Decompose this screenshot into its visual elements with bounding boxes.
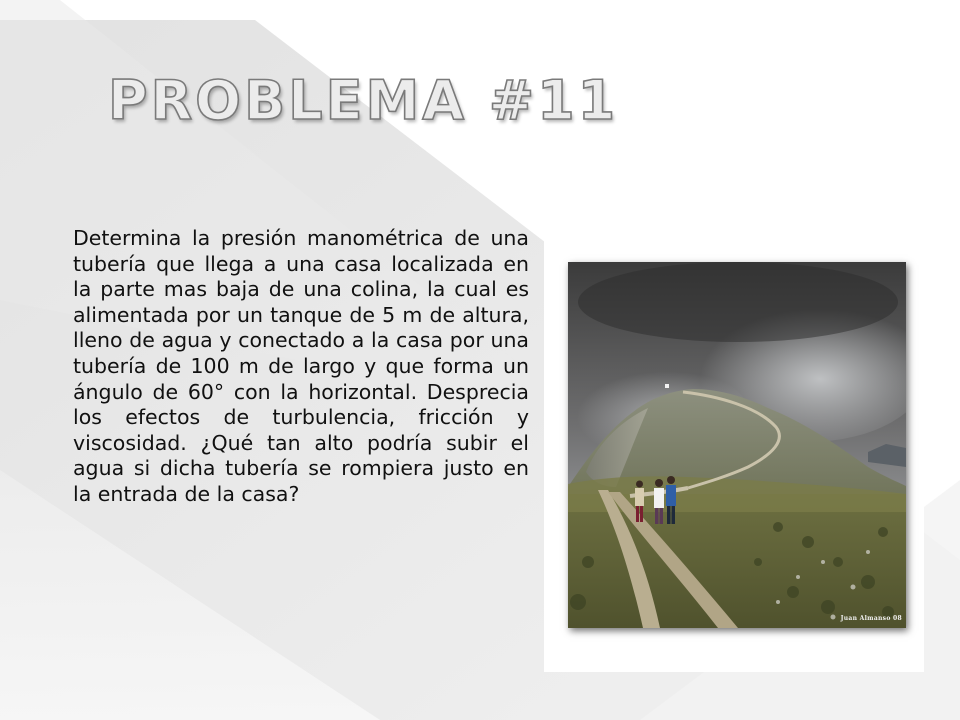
hill-landscape-photo bbox=[568, 262, 906, 628]
photo-watermark: Juan Almanso 08 bbox=[840, 615, 902, 622]
slide-title: PROBLEMA #11 bbox=[108, 69, 619, 132]
problem-statement: Determina la presión manométrica de una tubería que llega a una casa localizada en la parte mas baja de una colina, la cual es alimentada por un tanque de 5 m de altura, lleno de agua y conectado a la casa por una tubería de 100 m de largo y que forma un ángulo de 60° con la horizontal. Desprecia los efectos de turbulencia, fricción y viscosidad. ¿Qué tan alto podría subir el agua si dicha tubería se rompiera justo en la entrada de la casa? bbox=[73, 226, 529, 506]
